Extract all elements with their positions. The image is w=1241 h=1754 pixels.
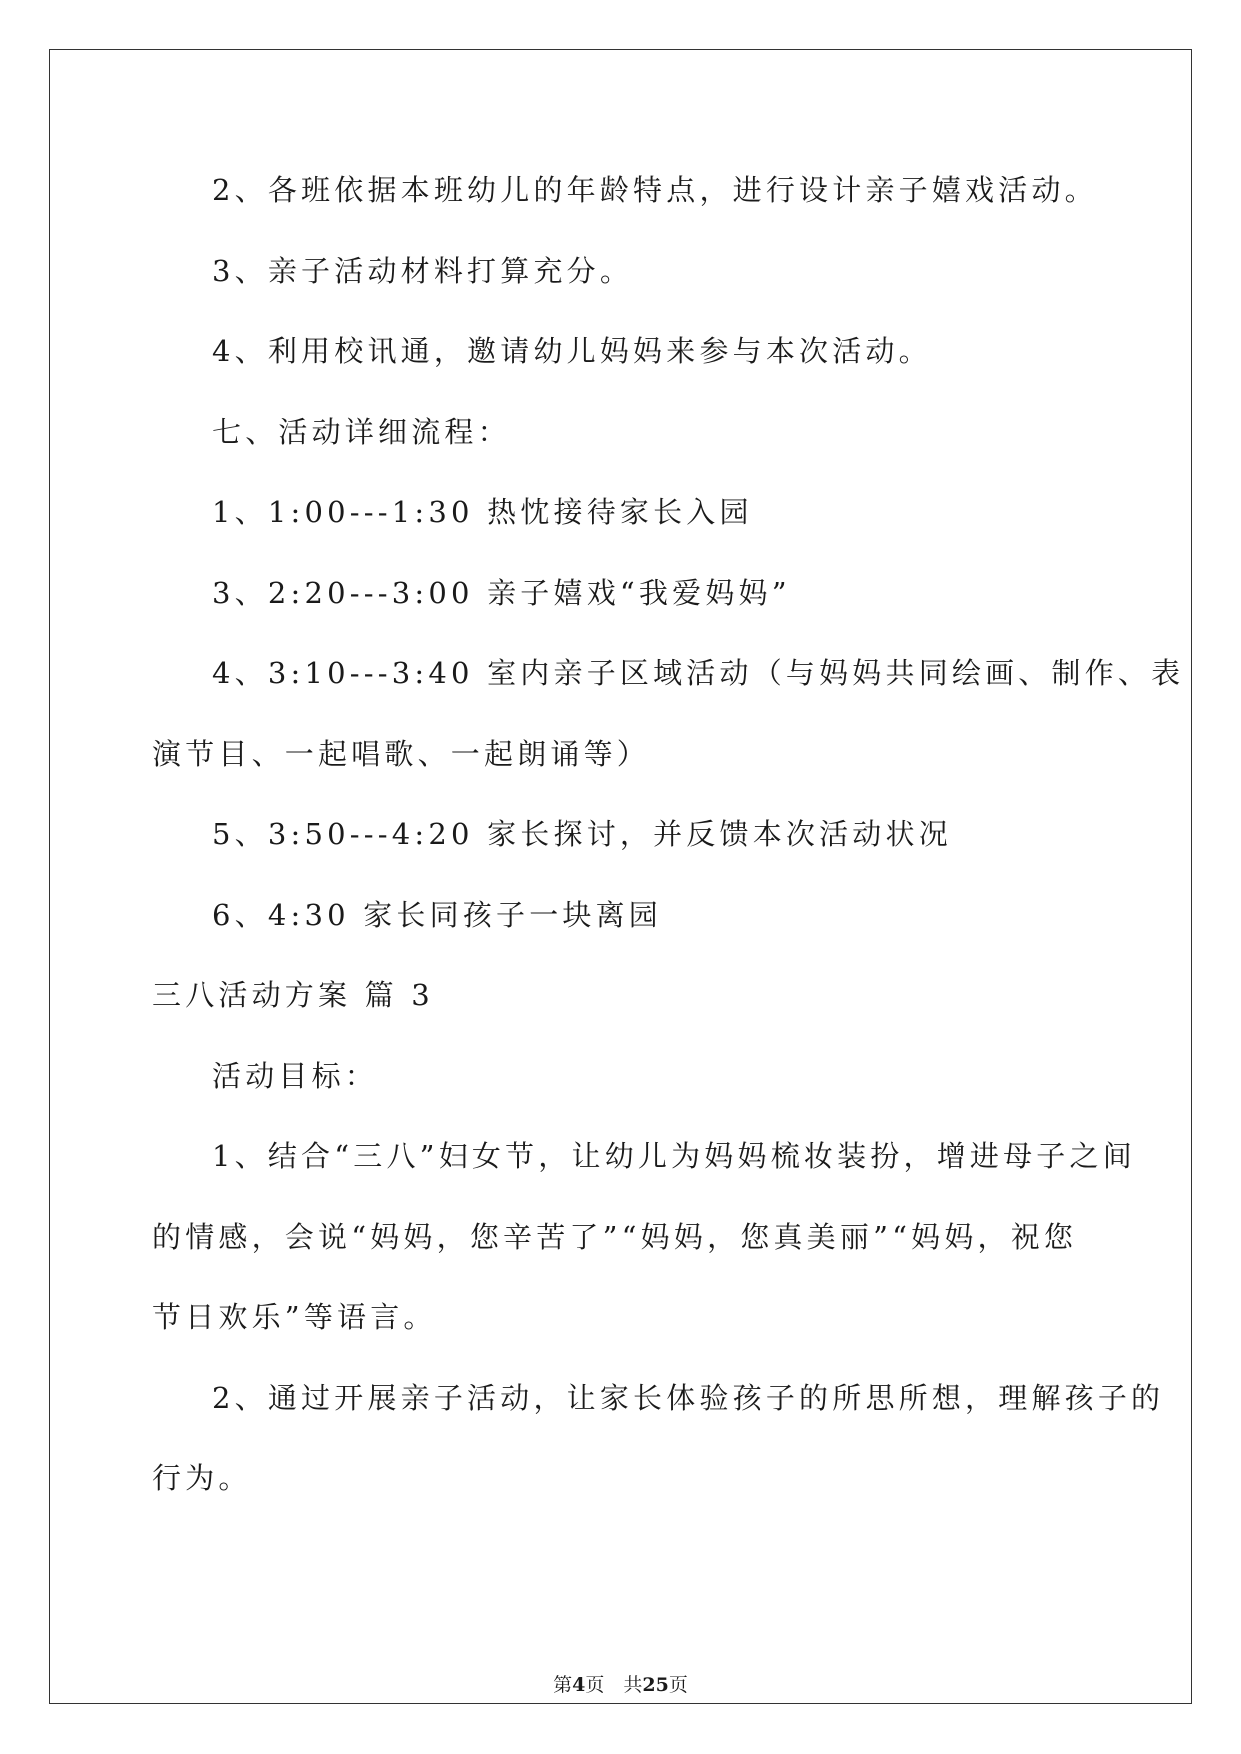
paragraph-continuation: 节日欢乐”等语言。 bbox=[152, 1300, 437, 1334]
page-footer bbox=[0, 1670, 1241, 1697]
paragraph: 2、通过开展亲子活动，让家长体验孩子的所思所想，理解孩子的 bbox=[212, 1381, 1165, 1415]
section-heading: 七、活动详细流程： bbox=[212, 415, 511, 449]
paragraph: 4、利用校讯通，邀请幼儿妈妈来参与本次活动。 bbox=[212, 334, 932, 368]
page-border bbox=[49, 49, 1192, 1704]
footer-page-number: 4 bbox=[572, 1674, 586, 1696]
paragraph-continuation: 演节目、一起唱歌、一起朗诵等） bbox=[152, 737, 651, 771]
paragraph-continuation: 的情感，会说“妈妈，您辛苦了”“妈妈，您真美丽”“妈妈，祝您 bbox=[152, 1220, 1078, 1254]
paragraph: 2、各班依据本班幼儿的年龄特点，进行设计亲子嬉戏活动。 bbox=[212, 173, 1098, 207]
footer-total-pages: 25 bbox=[642, 1674, 669, 1696]
paragraph: 1、1:00---1:30 热忱接待家长入园 bbox=[212, 495, 753, 529]
paragraph: 4、3:10---3:40 室内亲子区域活动（与妈妈共同绘画、制作、表 bbox=[212, 656, 1185, 690]
section-title: 三八活动方案 篇 3 bbox=[152, 978, 434, 1012]
footer-suffix: 页 bbox=[668, 1674, 688, 1696]
section-heading: 活动目标： bbox=[212, 1059, 379, 1093]
paragraph: 3、2:20---3:00 亲子嬉戏“我爱妈妈” bbox=[212, 576, 791, 610]
paragraph: 6、4:30 家长同孩子一块离园 bbox=[212, 898, 662, 932]
footer-mid: 页 共 bbox=[585, 1674, 643, 1696]
paragraph: 1、结合“三八”妇女节，让幼儿为妈妈梳妆装扮，增进母子之间 bbox=[212, 1139, 1136, 1173]
paragraph: 3、亲子活动材料打算充分。 bbox=[212, 254, 634, 288]
paragraph: 5、3:50---4:20 家长探讨，并反馈本次活动状况 bbox=[212, 817, 952, 851]
footer-prefix: 第 bbox=[553, 1674, 573, 1696]
paragraph-continuation: 行为。 bbox=[152, 1461, 252, 1495]
